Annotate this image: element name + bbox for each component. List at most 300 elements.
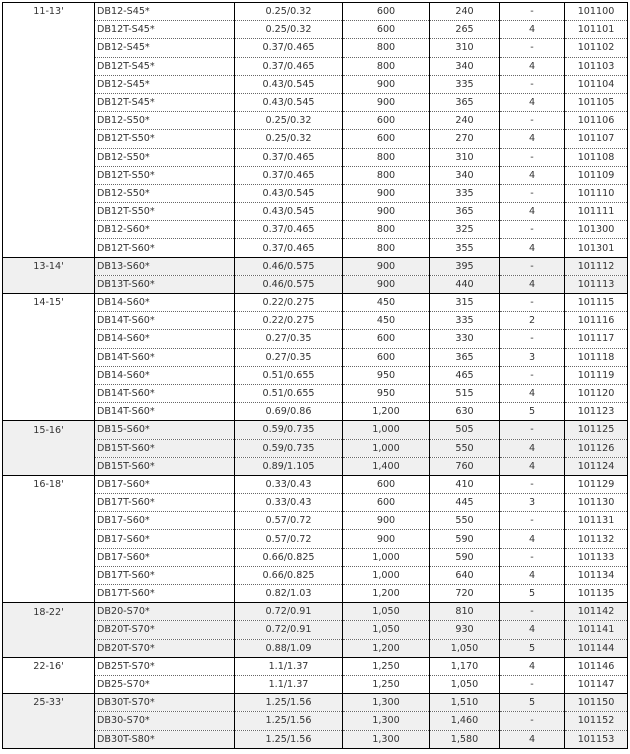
capacity-cell: 1.25/1.56 [235, 694, 343, 712]
table-row [3, 457, 628, 475]
value-cell: 4 [500, 439, 565, 457]
table-row [3, 512, 628, 530]
value-cell: 1,300 [343, 694, 430, 712]
size-cell: 14-15' [3, 294, 95, 312]
value-cell: 950 [343, 384, 430, 402]
part-number-cell: 101108 [565, 148, 628, 166]
table-row [3, 39, 628, 57]
model-cell: DB12-S45* [95, 39, 235, 57]
size-cell [3, 530, 95, 548]
table-row [3, 112, 628, 130]
table-row [3, 184, 628, 202]
value-cell: 4 [500, 166, 565, 184]
value-cell: 1,000 [343, 439, 430, 457]
model-cell: DB17-S60* [95, 475, 235, 493]
table-row [3, 275, 628, 293]
value-cell: 270 [430, 130, 500, 148]
table-row [3, 130, 628, 148]
size-cell [3, 148, 95, 166]
size-cell [3, 330, 95, 348]
capacity-cell: 0.37/0.465 [235, 57, 343, 75]
value-cell: 4 [500, 457, 565, 475]
value-cell: - [500, 294, 565, 312]
value-cell: 1,200 [343, 585, 430, 603]
capacity-cell: 0.51/0.655 [235, 366, 343, 384]
capacity-cell: 0.33/0.43 [235, 475, 343, 493]
value-cell: 600 [343, 494, 430, 512]
value-cell: 5 [500, 585, 565, 603]
value-cell: 550 [430, 439, 500, 457]
value-cell: 365 [430, 348, 500, 366]
value-cell: 505 [430, 421, 500, 439]
capacity-cell: 0.89/1.105 [235, 457, 343, 475]
model-cell: DB14T-S60* [95, 384, 235, 402]
value-cell: 1,050 [430, 675, 500, 693]
value-cell: 1,170 [430, 657, 500, 675]
size-cell [3, 312, 95, 330]
value-cell: 2 [500, 312, 565, 330]
value-cell: 900 [343, 203, 430, 221]
value-cell: - [500, 330, 565, 348]
part-number-cell: 101105 [565, 93, 628, 111]
table-row [3, 239, 628, 257]
capacity-cell: 0.72/0.91 [235, 621, 343, 639]
part-number-cell: 101130 [565, 494, 628, 512]
value-cell: - [500, 75, 565, 93]
table-row [3, 93, 628, 111]
model-cell: DB14T-S60* [95, 403, 235, 421]
capacity-cell: 0.37/0.465 [235, 166, 343, 184]
size-cell [3, 348, 95, 366]
value-cell: 4 [500, 203, 565, 221]
model-cell: DB17T-S60* [95, 494, 235, 512]
table-row [3, 257, 628, 275]
table-row [3, 348, 628, 366]
value-cell: 4 [500, 730, 565, 748]
size-cell [3, 494, 95, 512]
value-cell: - [500, 675, 565, 693]
value-cell: 600 [343, 3, 430, 21]
value-cell: 1,460 [430, 712, 500, 730]
value-cell: 900 [343, 512, 430, 530]
table-row [3, 494, 628, 512]
part-number-cell: 101117 [565, 330, 628, 348]
table-row [3, 57, 628, 75]
size-cell [3, 39, 95, 57]
model-cell: DB12-S50* [95, 148, 235, 166]
model-cell: DB14T-S60* [95, 348, 235, 366]
spec-table [2, 2, 628, 749]
table-row [3, 75, 628, 93]
value-cell: 550 [430, 512, 500, 530]
value-cell: 760 [430, 457, 500, 475]
part-number-cell: 101101 [565, 21, 628, 39]
value-cell: - [500, 221, 565, 239]
value-cell: 900 [343, 93, 430, 111]
size-cell [3, 57, 95, 75]
part-number-cell: 101301 [565, 239, 628, 257]
model-cell: DB13-S60* [95, 257, 235, 275]
value-cell: 600 [343, 112, 430, 130]
capacity-cell: 0.25/0.32 [235, 3, 343, 21]
value-cell: 1,300 [343, 730, 430, 748]
value-cell: 1,250 [343, 675, 430, 693]
model-cell: DB12-S50* [95, 184, 235, 202]
part-number-cell: 101118 [565, 348, 628, 366]
model-cell: DB12-S45* [95, 75, 235, 93]
model-cell: DB30T-S70* [95, 694, 235, 712]
value-cell: 1,050 [430, 639, 500, 657]
value-cell: 365 [430, 203, 500, 221]
part-number-cell: 101125 [565, 421, 628, 439]
capacity-cell: 0.27/0.35 [235, 330, 343, 348]
capacity-cell: 0.82/1.03 [235, 585, 343, 603]
capacity-cell: 0.66/0.825 [235, 566, 343, 584]
table-row [3, 148, 628, 166]
size-cell [3, 221, 95, 239]
part-number-cell: 101132 [565, 530, 628, 548]
capacity-cell: 1.1/1.37 [235, 675, 343, 693]
value-cell: - [500, 3, 565, 21]
size-cell [3, 403, 95, 421]
value-cell: 600 [343, 130, 430, 148]
value-cell: 1,000 [343, 548, 430, 566]
part-number-cell: 101146 [565, 657, 628, 675]
value-cell: 5 [500, 403, 565, 421]
capacity-cell: 0.43/0.545 [235, 75, 343, 93]
value-cell: 5 [500, 639, 565, 657]
value-cell: - [500, 148, 565, 166]
value-cell: 440 [430, 275, 500, 293]
capacity-cell: 0.59/0.735 [235, 421, 343, 439]
size-cell: 16-18' [3, 475, 95, 493]
part-number-cell: 101106 [565, 112, 628, 130]
part-number-cell: 101116 [565, 312, 628, 330]
part-number-cell: 101115 [565, 294, 628, 312]
table-row [3, 384, 628, 402]
value-cell: 340 [430, 166, 500, 184]
value-cell: 4 [500, 21, 565, 39]
value-cell: 4 [500, 130, 565, 148]
table-row [3, 475, 628, 493]
part-number-cell: 101133 [565, 548, 628, 566]
table-row [3, 621, 628, 639]
table-row [3, 312, 628, 330]
value-cell: 1,050 [343, 603, 430, 621]
size-cell: 22-16' [3, 657, 95, 675]
value-cell: - [500, 257, 565, 275]
capacity-cell: 0.43/0.545 [235, 203, 343, 221]
value-cell: 240 [430, 112, 500, 130]
capacity-cell: 0.33/0.43 [235, 494, 343, 512]
value-cell: - [500, 421, 565, 439]
capacity-cell: 0.37/0.465 [235, 221, 343, 239]
capacity-cell: 0.46/0.575 [235, 275, 343, 293]
size-cell: 25-33' [3, 694, 95, 712]
model-cell: DB12T-S50* [95, 166, 235, 184]
value-cell: 4 [500, 566, 565, 584]
part-number-cell: 101113 [565, 275, 628, 293]
table-row [3, 675, 628, 693]
value-cell: 355 [430, 239, 500, 257]
part-number-cell: 101134 [565, 566, 628, 584]
size-cell [3, 130, 95, 148]
model-cell: DB17T-S60* [95, 585, 235, 603]
model-cell: DB14-S60* [95, 330, 235, 348]
model-cell: DB12T-S45* [95, 21, 235, 39]
size-cell [3, 712, 95, 730]
size-cell [3, 75, 95, 93]
table-row [3, 166, 628, 184]
size-cell [3, 512, 95, 530]
table-row [3, 548, 628, 566]
value-cell: 600 [343, 330, 430, 348]
value-cell: 900 [343, 257, 430, 275]
part-number-cell: 101109 [565, 166, 628, 184]
size-cell: 18-22' [3, 603, 95, 621]
value-cell: 450 [343, 312, 430, 330]
value-cell: 800 [343, 166, 430, 184]
table-row [3, 566, 628, 584]
model-cell: DB14-S60* [95, 366, 235, 384]
value-cell: 630 [430, 403, 500, 421]
value-cell: 800 [343, 148, 430, 166]
capacity-cell: 0.27/0.35 [235, 348, 343, 366]
capacity-cell: 0.57/0.72 [235, 512, 343, 530]
value-cell: 445 [430, 494, 500, 512]
value-cell: 1,000 [343, 566, 430, 584]
capacity-cell: 0.37/0.465 [235, 239, 343, 257]
model-cell: DB12T-S50* [95, 130, 235, 148]
size-cell [3, 730, 95, 748]
capacity-cell: 0.72/0.91 [235, 603, 343, 621]
table-row [3, 712, 628, 730]
table-row [3, 730, 628, 748]
value-cell: 240 [430, 3, 500, 21]
part-number-cell: 101126 [565, 439, 628, 457]
size-cell [3, 639, 95, 657]
capacity-cell: 0.43/0.545 [235, 93, 343, 111]
value-cell: - [500, 475, 565, 493]
size-cell [3, 675, 95, 693]
value-cell: 1,400 [343, 457, 430, 475]
value-cell: 335 [430, 312, 500, 330]
part-number-cell: 101141 [565, 621, 628, 639]
capacity-cell: 0.69/0.86 [235, 403, 343, 421]
part-number-cell: 101131 [565, 512, 628, 530]
value-cell: 590 [430, 548, 500, 566]
model-cell: DB13T-S60* [95, 275, 235, 293]
value-cell: 1,300 [343, 712, 430, 730]
size-cell [3, 548, 95, 566]
capacity-cell: 0.51/0.655 [235, 384, 343, 402]
value-cell: 330 [430, 330, 500, 348]
value-cell: 1,250 [343, 657, 430, 675]
value-cell: 800 [343, 57, 430, 75]
value-cell: - [500, 184, 565, 202]
size-cell [3, 366, 95, 384]
value-cell: - [500, 366, 565, 384]
part-number-cell: 101152 [565, 712, 628, 730]
model-cell: DB17-S60* [95, 548, 235, 566]
capacity-cell: 1.25/1.56 [235, 730, 343, 748]
table-row [3, 21, 628, 39]
value-cell: 1,000 [343, 421, 430, 439]
value-cell: 1,510 [430, 694, 500, 712]
table-row [3, 330, 628, 348]
size-cell: 15-16' [3, 421, 95, 439]
model-cell: DB12-S60* [95, 221, 235, 239]
value-cell: 590 [430, 530, 500, 548]
model-cell: DB12T-S45* [95, 93, 235, 111]
value-cell: 800 [343, 239, 430, 257]
value-cell: - [500, 112, 565, 130]
model-cell: DB12-S45* [95, 3, 235, 21]
size-cell [3, 93, 95, 111]
capacity-cell: 0.25/0.32 [235, 130, 343, 148]
value-cell: 4 [500, 93, 565, 111]
value-cell: 340 [430, 57, 500, 75]
value-cell: - [500, 603, 565, 621]
value-cell: 3 [500, 494, 565, 512]
value-cell: 265 [430, 21, 500, 39]
capacity-cell: 1.1/1.37 [235, 657, 343, 675]
part-number-cell: 101150 [565, 694, 628, 712]
capacity-cell: 0.66/0.825 [235, 548, 343, 566]
model-cell: DB12T-S45* [95, 57, 235, 75]
part-number-cell: 101119 [565, 366, 628, 384]
table-row [3, 294, 628, 312]
size-cell [3, 585, 95, 603]
size-cell [3, 112, 95, 130]
size-cell [3, 621, 95, 639]
table-row [3, 530, 628, 548]
part-number-cell: 101111 [565, 203, 628, 221]
part-number-cell: 101104 [565, 75, 628, 93]
value-cell: 335 [430, 184, 500, 202]
value-cell: 465 [430, 366, 500, 384]
model-cell: DB12T-S50* [95, 203, 235, 221]
value-cell: - [500, 512, 565, 530]
value-cell: 900 [343, 75, 430, 93]
model-cell: DB15T-S60* [95, 439, 235, 457]
value-cell: 335 [430, 75, 500, 93]
model-cell: DB20T-S70* [95, 621, 235, 639]
value-cell: 515 [430, 384, 500, 402]
model-cell: DB12-S50* [95, 112, 235, 130]
value-cell: 4 [500, 239, 565, 257]
table-row [3, 221, 628, 239]
value-cell: 325 [430, 221, 500, 239]
model-cell: DB30T-S80* [95, 730, 235, 748]
table-row [3, 639, 628, 657]
table-row [3, 603, 628, 621]
size-cell [3, 184, 95, 202]
table-row [3, 585, 628, 603]
value-cell: 5 [500, 694, 565, 712]
size-cell [3, 203, 95, 221]
capacity-cell: 0.37/0.465 [235, 39, 343, 57]
size-cell: 13-14' [3, 257, 95, 275]
capacity-cell: 0.88/1.09 [235, 639, 343, 657]
value-cell: 1,580 [430, 730, 500, 748]
model-cell: DB20T-S70* [95, 639, 235, 657]
table-row [3, 366, 628, 384]
part-number-cell: 101107 [565, 130, 628, 148]
size-cell [3, 439, 95, 457]
value-cell: 4 [500, 530, 565, 548]
value-cell: 3 [500, 348, 565, 366]
part-number-cell: 101100 [565, 3, 628, 21]
value-cell: 410 [430, 475, 500, 493]
model-cell: DB17T-S60* [95, 566, 235, 584]
value-cell: 4 [500, 384, 565, 402]
size-cell [3, 457, 95, 475]
value-cell: 950 [343, 366, 430, 384]
value-cell: 310 [430, 39, 500, 57]
capacity-cell: 1.25/1.56 [235, 712, 343, 730]
capacity-cell: 0.59/0.735 [235, 439, 343, 457]
table-row [3, 403, 628, 421]
size-cell [3, 566, 95, 584]
value-cell: - [500, 548, 565, 566]
value-cell: 1,200 [343, 403, 430, 421]
table-row [3, 421, 628, 439]
capacity-cell: 0.37/0.465 [235, 148, 343, 166]
value-cell: 1,050 [343, 621, 430, 639]
model-cell: DB15-S60* [95, 421, 235, 439]
model-cell: DB14-S60* [95, 294, 235, 312]
size-cell [3, 21, 95, 39]
value-cell: 640 [430, 566, 500, 584]
part-number-cell: 101142 [565, 603, 628, 621]
value-cell: - [500, 712, 565, 730]
part-number-cell: 101135 [565, 585, 628, 603]
size-cell [3, 239, 95, 257]
value-cell: 600 [343, 475, 430, 493]
part-number-cell: 101153 [565, 730, 628, 748]
model-cell: DB12T-S60* [95, 239, 235, 257]
model-cell: DB17-S60* [95, 530, 235, 548]
table-row [3, 439, 628, 457]
model-cell: DB25T-S70* [95, 657, 235, 675]
part-number-cell: 101102 [565, 39, 628, 57]
value-cell: 900 [343, 275, 430, 293]
value-cell: 4 [500, 657, 565, 675]
value-cell: 900 [343, 530, 430, 548]
model-cell: DB14T-S60* [95, 312, 235, 330]
size-cell: 11-13' [3, 3, 95, 21]
capacity-cell: 0.46/0.575 [235, 257, 343, 275]
value-cell: - [500, 39, 565, 57]
part-number-cell: 101123 [565, 403, 628, 421]
value-cell: 720 [430, 585, 500, 603]
model-cell: DB17-S60* [95, 512, 235, 530]
size-cell [3, 275, 95, 293]
part-number-cell: 101129 [565, 475, 628, 493]
value-cell: 365 [430, 93, 500, 111]
value-cell: 930 [430, 621, 500, 639]
part-number-cell: 101300 [565, 221, 628, 239]
value-cell: 800 [343, 39, 430, 57]
value-cell: 600 [343, 348, 430, 366]
capacity-cell: 0.22/0.275 [235, 312, 343, 330]
value-cell: 800 [343, 221, 430, 239]
value-cell: 1,200 [343, 639, 430, 657]
value-cell: 4 [500, 275, 565, 293]
capacity-cell: 0.57/0.72 [235, 530, 343, 548]
model-cell: DB15T-S60* [95, 457, 235, 475]
